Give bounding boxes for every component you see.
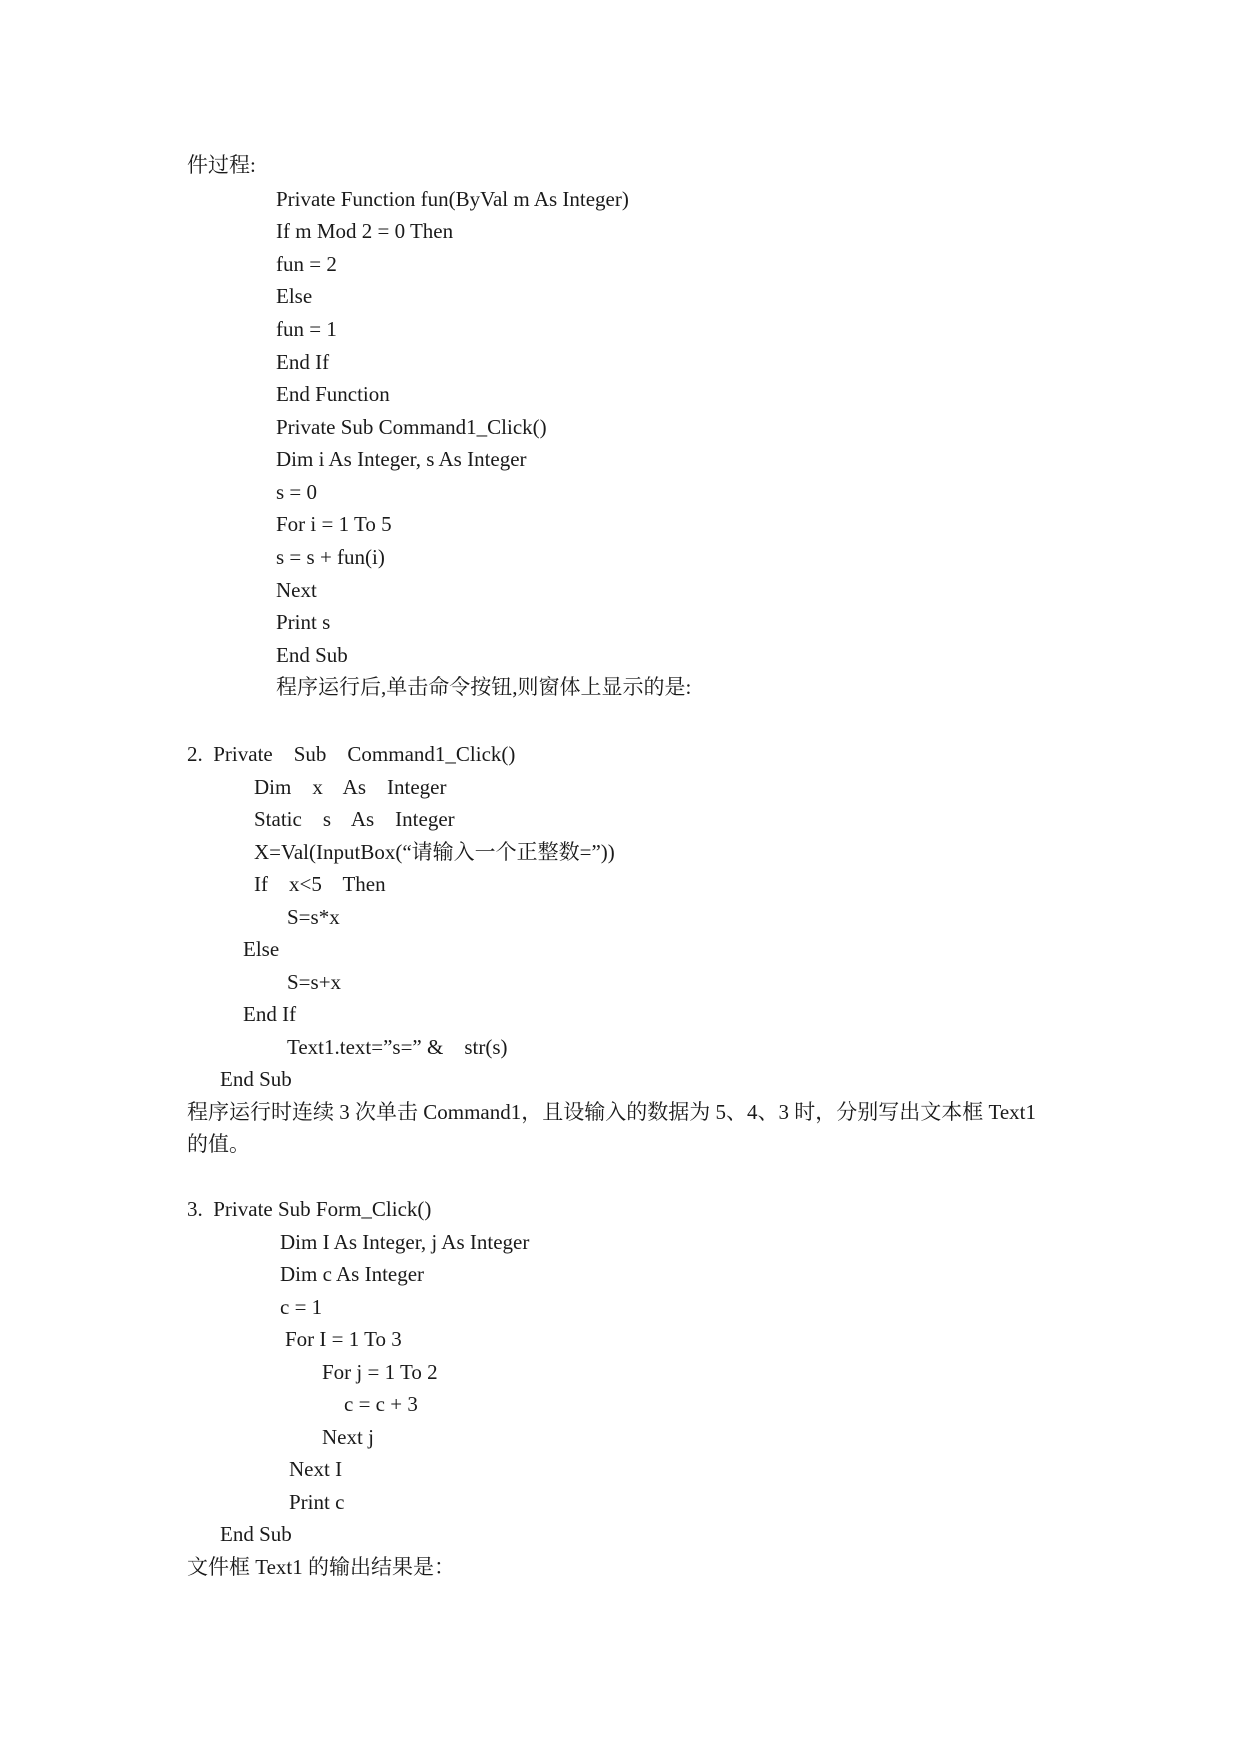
code-line: Private Function fun(ByVal m As Integer) xyxy=(276,187,629,211)
code-line: End If xyxy=(276,350,330,374)
code-line: Next I xyxy=(289,1457,343,1481)
code-line: For j = 1 To 2 xyxy=(322,1360,438,1384)
code-line: Dim c As Integer xyxy=(280,1262,425,1286)
code-line: Dim x As Integer xyxy=(254,775,447,799)
code-line: c = 1 xyxy=(280,1295,323,1319)
code-line: c = c + 3 xyxy=(344,1392,418,1416)
code-line: Next j xyxy=(322,1425,374,1449)
code-line: Print c xyxy=(289,1490,345,1514)
code-line: For i = 1 To 5 xyxy=(276,512,392,536)
code-line: S=s*x xyxy=(287,905,340,929)
code-line: fun = 2 xyxy=(276,252,337,276)
code-line: End If xyxy=(243,1002,297,1026)
code-line: End Sub xyxy=(220,1522,292,1546)
code-line: X=Val(InputBox(“请输入一个正整数=”)) xyxy=(254,840,615,864)
code-line: Else xyxy=(276,284,313,308)
question-text: 程序运行后,单击命令按钮,则窗体上显示的是: xyxy=(276,675,692,699)
code-line: Print s xyxy=(276,610,331,634)
code-line: 2. Private Sub Command1_Click() xyxy=(187,742,516,766)
code-line: Else xyxy=(243,937,280,961)
code-line: Dim i As Integer, s As Integer xyxy=(276,447,527,471)
code-line: Static s As Integer xyxy=(254,807,455,831)
code-line: Dim I As Integer, j As Integer xyxy=(280,1230,530,1254)
question-text: 程序运行时连续 3 次单击 Command1，且设输入的数据为 5、4、3 时，分别写出文本框 Text1 xyxy=(187,1100,1037,1124)
code-line: End Sub xyxy=(276,643,348,667)
code-line: s = s + fun(i) xyxy=(276,545,385,569)
code-line: For I = 1 To 3 xyxy=(285,1327,402,1351)
code-line: Next xyxy=(276,578,317,602)
intro-heading: 件过程: xyxy=(187,153,256,177)
code-line: fun = 1 xyxy=(276,317,337,341)
code-line: Private Sub Command1_Click() xyxy=(276,415,547,439)
code-line: Text1.text=”s=” & str(s) xyxy=(287,1035,508,1059)
code-line: End Function xyxy=(276,382,390,406)
code-line: End Sub xyxy=(220,1067,292,1091)
code-line: If m Mod 2 = 0 Then xyxy=(276,219,454,243)
code-line: S=s+x xyxy=(287,970,342,994)
code-line: If x<5 Then xyxy=(254,872,386,896)
question-text: 文件框 Text1 的输出结果是： xyxy=(187,1555,456,1579)
code-line: s = 0 xyxy=(276,480,318,504)
question-text: 的值。 xyxy=(187,1132,250,1156)
code-line: 3. Private Sub Form_Click() xyxy=(187,1197,432,1221)
